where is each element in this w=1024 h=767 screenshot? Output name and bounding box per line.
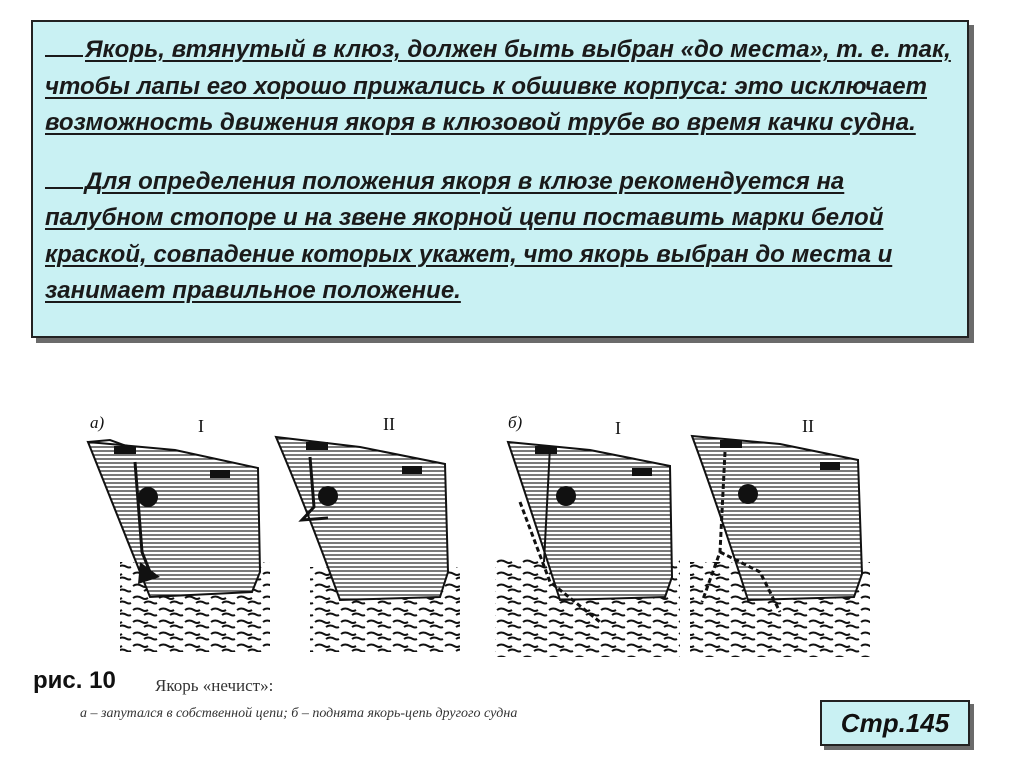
paragraph-2: [45, 164, 955, 310]
indent-underline: [45, 33, 83, 57]
figure-caption-title: Якорь «нечист»:: [155, 676, 274, 695]
indent-underline: [45, 165, 83, 189]
label-a-I: I: [198, 416, 204, 436]
label-b-I: I: [615, 418, 621, 438]
figure-caption-detail: а – запутался в собственной цепи; б – поднята якорь-цепь другого судна: [80, 706, 518, 721]
page-reference-box: [820, 700, 970, 746]
label-b-II: II: [802, 416, 814, 436]
ship-bow-b2: [690, 416, 870, 657]
figure-label: рис. 10: [33, 667, 116, 694]
panel-a-letter: а): [90, 413, 105, 432]
page-reference: Стр.145: [840, 707, 950, 738]
ship-bow-a2: [276, 414, 460, 652]
paragraph-2-text: Для определения положения якоря в клюзе рекомендуется на палубном стопоре и на звене якорной цепи поставить марки белой краской, совпадение которых укажет, что якорь выбран до места и занимает правильное положение.: [45, 167, 893, 304]
label-a-II: II: [383, 414, 395, 434]
text-panel: [31, 20, 969, 338]
ship-bow-illustration: [80, 402, 880, 658]
panel-b-letter: б): [508, 413, 523, 432]
ship-bow-a1: [88, 416, 270, 652]
paragraph-1-text: Якорь, втянутый в клюз, должен быть выбран «до места», т. е. так, чтобы лапы его хорошо прижались к обшивке корпуса: это исключает возможность движения якоря в клюзовой трубе во время качки судна.: [45, 36, 951, 136]
paragraph-1: [45, 32, 955, 142]
ship-bow-b1: [495, 418, 680, 657]
